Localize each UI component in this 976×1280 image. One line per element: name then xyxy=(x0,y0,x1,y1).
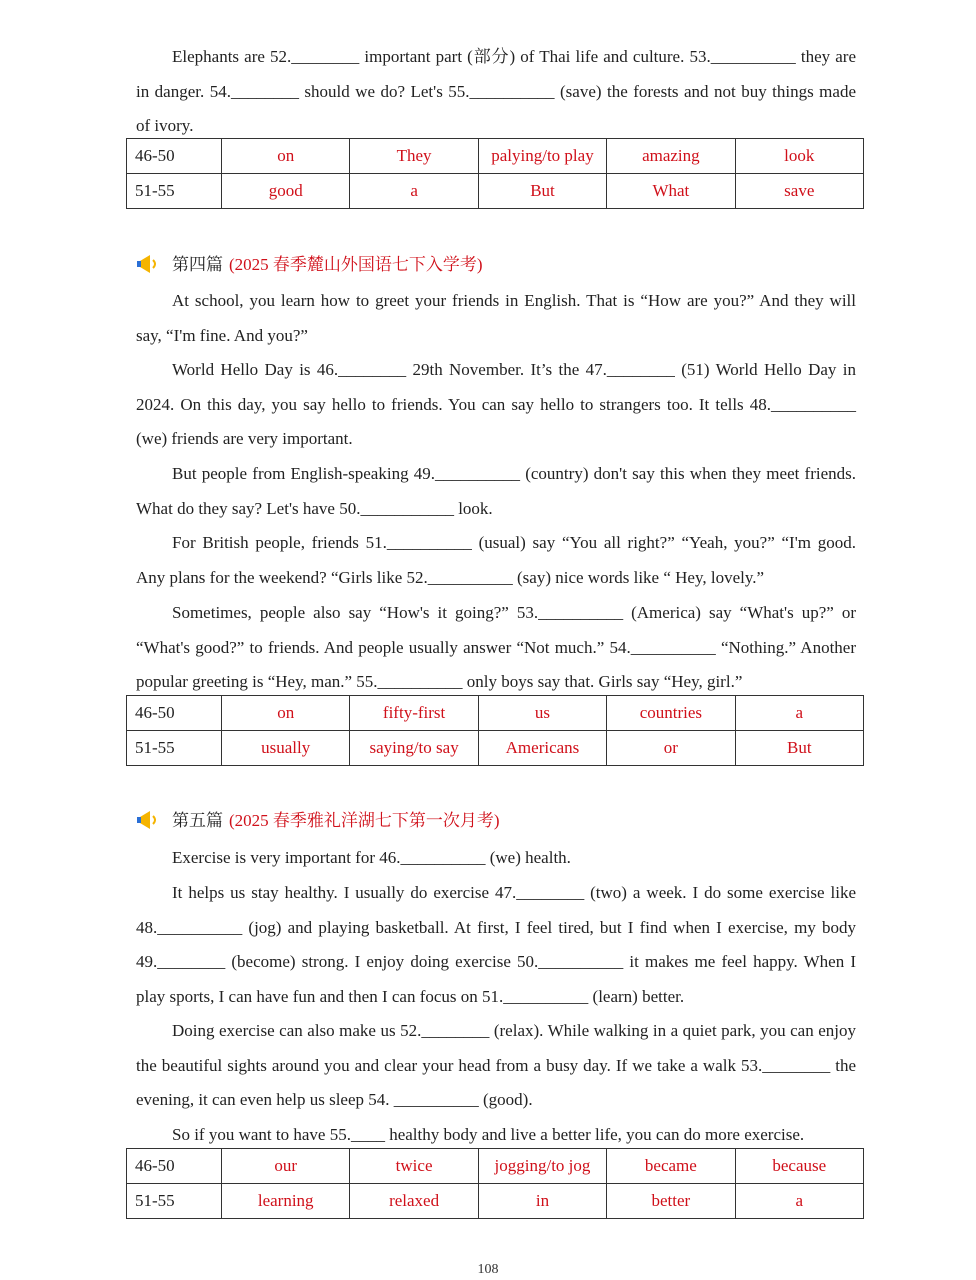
row-label: 46-50 xyxy=(127,139,222,174)
section5-paragraph: Doing exercise can also make us 52.________ (relax). While walking in a quiet park, you can enjoy the beautiful sights around you and clear your head from a busy day. If we take a walk 53.________ the evening, it can even help us sleep 54. __________ (good). xyxy=(136,1021,856,1109)
table-row xyxy=(127,139,864,174)
table-row xyxy=(127,174,864,209)
section-number: 第四篇 xyxy=(172,255,223,274)
section3-paragraph: Elephants are 52.________ important part (部分) of Thai life and culture. 53.__________ they are in danger. 54.________ should we do? Let's 55.__________ (save) the forests and not buy things made of ivory. xyxy=(136,47,856,135)
section4-heading xyxy=(136,250,483,280)
answer-cell: What xyxy=(607,174,735,209)
answer-cell: a xyxy=(735,696,863,731)
answer-cell: countries xyxy=(607,696,735,731)
answer-cell: learning xyxy=(222,1184,350,1219)
answer-cell: on xyxy=(222,696,350,731)
answer-cell: usually xyxy=(222,731,350,766)
row-label: 46-50 xyxy=(127,696,222,731)
answer-cell: on xyxy=(222,139,350,174)
megaphone-icon xyxy=(136,808,162,832)
answer-cell: a xyxy=(350,174,478,209)
section5-answer-table xyxy=(126,1148,864,1219)
table-row xyxy=(127,731,864,766)
answer-cell: twice xyxy=(350,1149,478,1184)
section5-paragraph: Exercise is very important for 46.__________ (we) health. xyxy=(172,848,571,867)
section5-paragraph: It helps us stay healthy. I usually do exercise 47.________ (two) a week. I do some exercise like 48.__________ (jog) and playing basketball. At first, I feel tired, but I find when I exercise, my body 49.________ (become) strong. I enjoy doing exercise 50.__________ it makes me feel happy. When I play sports, I can have fun and then I can focus on 51.__________ (learn) better. xyxy=(136,883,856,1006)
answer-cell: fifty-first xyxy=(350,696,478,731)
section-source: (2025 春季雅礼洋湖七下第一次月考) xyxy=(229,811,500,830)
answer-cell: saying/to say xyxy=(350,731,478,766)
row-label: 51-55 xyxy=(127,174,222,209)
answer-cell: because xyxy=(735,1149,863,1184)
answer-cell: a xyxy=(735,1184,863,1219)
answer-cell: our xyxy=(222,1149,350,1184)
section-source: (2025 春季麓山外国语七下入学考) xyxy=(229,255,483,274)
section4-paragraph: But people from English-speaking 49.__________ (country) don't say this when they meet friends. What do they say? Let's have 50.___________ look. xyxy=(136,464,856,518)
section4-paragraph: World Hello Day is 46.________ 29th November. It’s the 47.________ (51) World Hello Day in 2024. On this day, you say hello to friends. You can say hello to strangers too. It tells 48.__________ (we) friends are very important. xyxy=(136,360,856,448)
answer-cell: relaxed xyxy=(350,1184,478,1219)
section-number: 第五篇 xyxy=(172,811,223,830)
page-number: 108 xyxy=(477,1262,499,1277)
answer-cell: They xyxy=(350,139,478,174)
answer-cell: save xyxy=(735,174,863,209)
answer-cell: better xyxy=(607,1184,735,1219)
answer-cell: amazing xyxy=(607,139,735,174)
section5-paragraph: So if you want to have 55.____ healthy body and live a better life, you can do more exercise. xyxy=(172,1125,805,1144)
answer-cell: look xyxy=(735,139,863,174)
answer-cell: palying/to play xyxy=(478,139,606,174)
row-label: 46-50 xyxy=(127,1149,222,1184)
answer-cell: us xyxy=(478,696,606,731)
section5-heading xyxy=(136,806,500,836)
answer-cell: But xyxy=(735,731,863,766)
megaphone-icon xyxy=(136,252,162,276)
section3-answer-table xyxy=(126,138,864,209)
table-row xyxy=(127,1184,864,1219)
answer-cell: or xyxy=(607,731,735,766)
table-row xyxy=(127,1149,864,1184)
row-label: 51-55 xyxy=(127,731,222,766)
answer-cell: in xyxy=(478,1184,606,1219)
answer-cell: jogging/to jog xyxy=(478,1149,606,1184)
section4-answer-table xyxy=(126,695,864,766)
section4-paragraph: At school, you learn how to greet your friends in English. That is “How are you?” And they will say, “I'm fine. And you?” xyxy=(136,291,856,345)
section4-paragraph: Sometimes, people also say “How's it going?” 53.__________ (America) say “What's up?” or “What's good?” to friends. And people usually answer “Not much.” 54.__________ “Nothing.” Another popular greeting is “Hey, man.” 55.__________ only boys say that. Girls say “Hey, girl.” xyxy=(136,603,856,691)
section4-paragraph: For British people, friends 51.__________ (usual) say “You all right?” “Yeah, you?” “I'm good. Any plans for the weekend? “Girls like 52.__________ (say) nice words like “ Hey, lovely.” xyxy=(136,533,856,587)
answer-cell: became xyxy=(607,1149,735,1184)
answer-cell: But xyxy=(478,174,606,209)
answer-cell: Americans xyxy=(478,731,606,766)
row-label: 51-55 xyxy=(127,1184,222,1219)
answer-cell: good xyxy=(222,174,350,209)
table-row xyxy=(127,696,864,731)
